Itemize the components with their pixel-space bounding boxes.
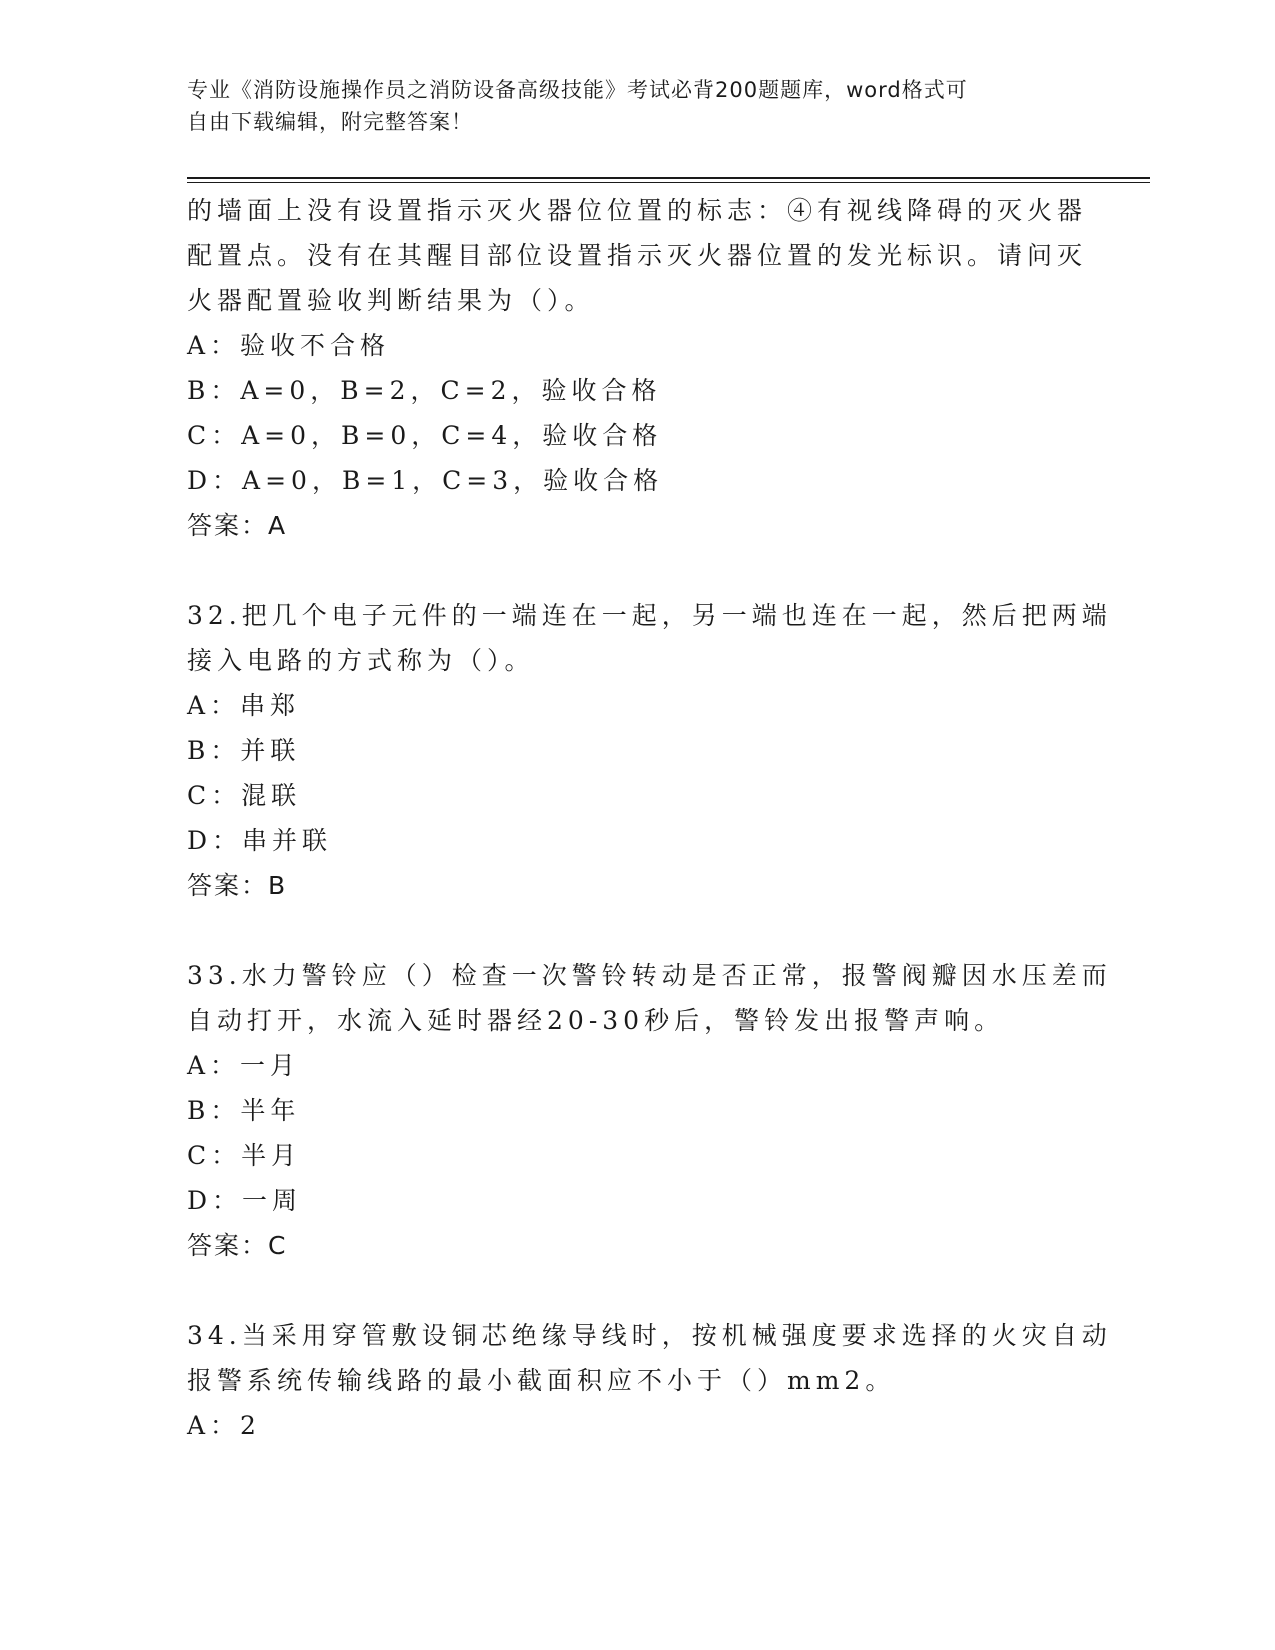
question-32-text-line: 32.把几个电子元件的一端连在一起，另一端也连在一起，然后把两端: [187, 601, 1112, 630]
question-31-block: [187, 188, 1087, 548]
question-33-block: [187, 953, 1112, 1268]
option-d: D：A=0，B=1，C=3，验收合格: [187, 466, 664, 495]
option-b: B：半年: [187, 1096, 301, 1125]
question-content: [187, 188, 1112, 1448]
header-divider-thin: [187, 182, 1150, 183]
option-a: A：2: [187, 1411, 261, 1440]
question-34-block: [187, 1313, 1112, 1448]
spacer: [187, 548, 1087, 593]
spacer: [187, 908, 1087, 953]
question-31-text-line: 的墙面上没有设置指示灭火器位位置的标志：④有视线降碍的灭火器: [187, 196, 1088, 225]
question-33-text-line: 自动打开，水流入延时器经20-30秒后，警铃发出报警声响。: [187, 1006, 1005, 1035]
spacer: [187, 1268, 1087, 1313]
header-line-2: 自由下载编辑，附完整答案！: [187, 110, 473, 134]
header-divider-thick: [187, 177, 1150, 179]
option-b: B：A=0，B=2，C=2，验收合格: [187, 376, 662, 405]
question-31-text-line: 火器配置验收判断结果为（）。: [187, 286, 595, 315]
answer-label: 答案：B: [187, 871, 288, 900]
option-a: A：验收不合格: [187, 331, 391, 360]
question-34-text-line: 报警系统传输线路的最小截面积应不小于（）mm2。: [187, 1366, 896, 1395]
option-a: A：串郑: [187, 691, 301, 720]
option-b: B：并联: [187, 736, 301, 765]
option-d: D：串并联: [187, 826, 333, 855]
question-33-text-line: 33.水力警铃应（）检查一次警铃转动是否正常，报警阀瓣因水压差而: [187, 961, 1112, 990]
answer-label: 答案：A: [187, 511, 288, 540]
question-32-text-line: 接入电路的方式称为（）。: [187, 646, 535, 675]
question-32-block: [187, 593, 1112, 908]
answer-label: 答案：C: [187, 1231, 288, 1260]
option-a: A：一月: [187, 1051, 301, 1080]
header-line-1: 专业《消防设施操作员之消防设备高级技能》考试必背200题题库，word格式可: [187, 78, 968, 102]
question-31-text-line: 配置点。没有在其醒目部位设置指示灭火器位置的发光标识。请问灭: [187, 241, 1088, 270]
option-d: D：一周: [187, 1186, 303, 1215]
option-c: C：半月: [187, 1141, 302, 1170]
option-c: C：混联: [187, 781, 302, 810]
option-c: C：A=0，B=0，C=4，验收合格: [187, 421, 663, 450]
page-header: [187, 74, 1067, 138]
question-34-text-line: 34.当采用穿管敷设铜芯绝缘导线时，按机械强度要求选择的火灾自动: [187, 1321, 1112, 1350]
